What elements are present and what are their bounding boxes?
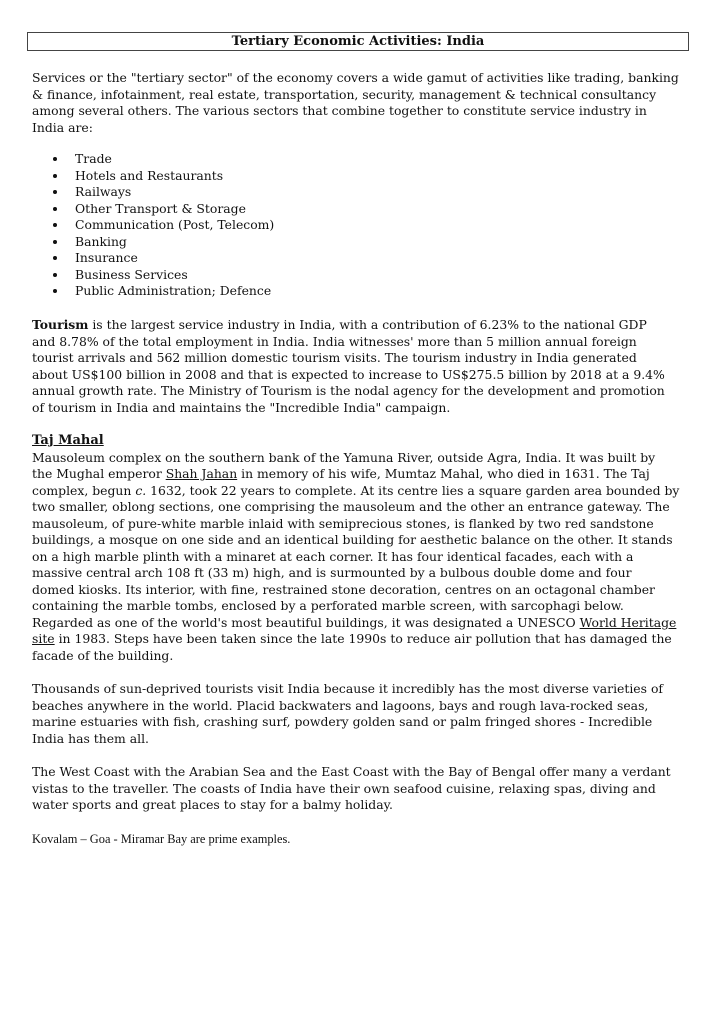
taj-line: facade of the building. [32, 647, 174, 663]
coasts-line: vistas to the traveller. The coasts of India have their own seafood cuisine, relaxing spas, diving and [32, 780, 656, 796]
list-item: Banking [32, 234, 274, 251]
coasts-line: The West Coast with the Arabian Sea and the East Coast with the Bay of Bengal offer many a verdant [32, 764, 671, 779]
tourism-lead: Tourism [32, 317, 89, 332]
list-item: Trade [32, 151, 274, 168]
coasts-line: water sports and great places to stay for a balmy holiday. [32, 797, 393, 812]
taj-line [32, 466, 692, 483]
beaches-line: marine estuaries with fish, crashing surf, powdery golden sand or palm fringed shores - Incredible [32, 714, 653, 729]
tourism-line: of tourism in India and maintains the "Incredible India" campaign. [32, 399, 451, 415]
beaches-line: beaches anywhere in the world. Placid backwaters and lagoons, bays and rough lava-rocked seas, [32, 697, 649, 713]
taj-line: Mausoleum complex on the southern bank of the Yamuna River, outside Agra, India. It was built by [32, 449, 656, 465]
text-span: the Mughal emperor [32, 466, 166, 481]
intro-line: & finance, infotainment, real estate, transportation, security, management & technical consultancy [32, 86, 657, 102]
intro-line: among several others. The various sectors that combine together to constitute service industry in [32, 103, 647, 118]
tourism-line: annual growth rate. The Ministry of Tourism is the nodal agency for the development and promotion [32, 383, 665, 398]
text-span: complex, begun [32, 482, 136, 498]
tourism-line: tourist arrivals and 562 million domestic tourism visits. The tourism industry in India generated [32, 350, 637, 365]
taj-heading: Taj Mahal [32, 433, 104, 448]
tourism-line: and 8.78% of the total employment in India. India witnesses' more than 5 million annual foreign [32, 333, 637, 349]
text-span: in memory of his wife, Mumtaz Mahal, who died in 1631. The Taj [237, 466, 650, 481]
shah-jahan-link[interactable]: Shah Jahan [165, 466, 238, 481]
list-item: Hotels and Restaurants [32, 168, 274, 185]
beaches-line: India has them all. [32, 730, 149, 746]
text-span: 1632, took 22 years to complete. At its centre lies a square garden area bounded by [146, 482, 680, 498]
taj-line: buildings, a mosque on one side and an identical building for aesthetic balance on the other. It stands [32, 532, 673, 547]
tourism-line [32, 317, 692, 334]
taj-line: domed kiosks. Its interior, with fine, restrained stone decoration, centres on an octagonal chamber [32, 581, 655, 597]
taj-line [32, 483, 692, 500]
taj-line [32, 631, 692, 648]
taj-line: massive central arch 108 ft (33 m) high, and is surmounted by a bulbous double dome and four [32, 565, 632, 580]
intro-line: India are: [32, 119, 93, 135]
beaches-line: Thousands of sun-deprived tourists visit India because it incredibly has the most diverse varieties of [32, 681, 663, 696]
list-item: Public Administration; Defence [32, 283, 274, 300]
taj-line: containing the marble tombs, enclosed by a perforated marble screen, with sarcophagi below. [32, 598, 624, 613]
taj-line: two smaller, oblong sections, one comprising the mausoleum and the other an entrance gateway. The [32, 499, 670, 514]
list-item: Business Services [32, 267, 274, 284]
taj-line [32, 615, 692, 632]
taj-line: mausoleum, of pure-white marble inlaid with semiprecious stones, is flanked by two red sandstone [32, 515, 654, 531]
list-item: Communication (Post, Telecom) [32, 217, 274, 234]
text-span: Regarded as one of the world's most beautiful buildings, it was designated a UNESCO [32, 614, 580, 630]
list-item: Insurance [32, 250, 274, 267]
tourism-line-rest: is the largest service industry in India, with a contribution of 6.23% to the national GDP [88, 317, 647, 332]
intro-line: Services or the "tertiary sector" of the economy covers a wide gamut of activities like trading, banking [32, 70, 679, 85]
taj-line: on a high marble plinth with a minaret at each corner. It has four identical facades, each with a [32, 548, 634, 564]
tourism-line: about US$100 billion in 2008 and that is expected to increase to US$275.5 billion by 2018 at a 9.4% [32, 366, 665, 382]
list-item: Other Transport & Storage [32, 201, 274, 218]
text-span: in 1983. Steps have been taken since the late 1990s to reduce air pollution that has damaged the [54, 631, 672, 646]
list-item: Railways [32, 184, 274, 201]
circa-abbrev: c. [135, 482, 147, 498]
world-heritage-site-link[interactable]: site [32, 631, 55, 646]
examples-line: Kovalam – Goa - Miramar Bay are prime examples. [32, 832, 291, 846]
sector-list [32, 151, 274, 300]
page-title: Tertiary Economic Activities: India [27, 32, 689, 51]
world-heritage-link[interactable]: World Heritage [579, 614, 677, 630]
